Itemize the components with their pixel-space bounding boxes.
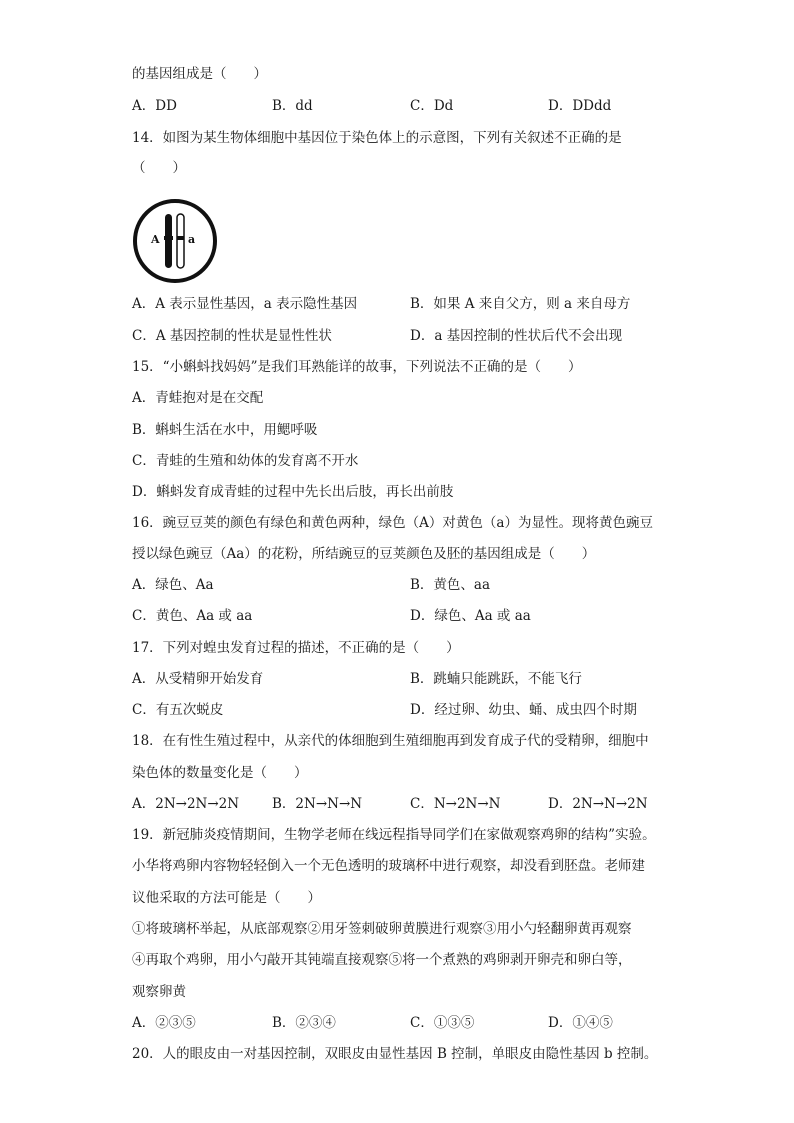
q19-choices-line3: 观察卵黄	[132, 984, 186, 1000]
q18-option-d[interactable]: D．2N→N→2N	[548, 796, 648, 812]
q15-option-a[interactable]: A．青蛙抱对是在交配	[132, 390, 264, 406]
q18-stem-line2: 染色体的数量变化是（ ）	[132, 765, 308, 781]
q19-option-b[interactable]: B．②③④	[272, 1015, 336, 1031]
q15-option-c[interactable]: C．青蛙的生殖和幼体的发育离不开水	[132, 453, 359, 469]
q18-option-a[interactable]: A．2N→2N→2N	[132, 796, 240, 812]
cell-diagram	[132, 198, 218, 284]
q19-option-a[interactable]: A．②③⑤	[132, 1015, 196, 1031]
q15-stem: 15．“小蝌蚪找妈妈”是我们耳熟能详的故事，下列说法不正确的是（ ）	[132, 359, 582, 375]
q19-option-c[interactable]: C．①③⑤	[410, 1015, 475, 1031]
left-gene-locus	[164, 236, 173, 240]
q19-choices-line2: ④再取个鸡卵，用小勺敲开其钝端直接观察⑤将一个煮熟的鸡卵剥开卵壳和卵白等，	[132, 952, 632, 968]
q13-option-c[interactable]: C．Dd	[410, 98, 454, 114]
chromosome-figure	[132, 198, 218, 284]
q17-stem: 17．下列对蝗虫发育过程的描述，不正确的是（ ）	[132, 640, 460, 656]
q17-option-d[interactable]: D．经过卵、幼虫、蛹、成虫四个时期	[410, 702, 637, 718]
q19-option-d[interactable]: D．①④⑤	[548, 1015, 613, 1031]
cell-outline	[135, 201, 215, 281]
q19-choices-line1: ①将玻璃杯举起，从底部观察②用牙签刺破卵黄膜进行观察③用小勺轻翻卵黄再观察	[132, 921, 632, 937]
q16-option-a[interactable]: A．绿色、Aa	[132, 577, 214, 593]
q18-option-c[interactable]: C．N→2N→N	[410, 796, 501, 812]
q16-option-d[interactable]: D．绿色、Aa 或 aa	[410, 608, 531, 624]
q13-option-d[interactable]: D．DDdd	[548, 98, 612, 114]
q18-option-b[interactable]: B．2N→N→N	[272, 796, 363, 812]
q16-option-b[interactable]: B．黄色、aa	[410, 577, 491, 593]
q15-option-d[interactable]: D．蝌蚪发育成青蛙的过程中先长出后肢，再长出前肢	[132, 484, 454, 500]
q15-option-b[interactable]: B．蝌蚪生活在水中，用鳃呼吸	[132, 422, 318, 438]
q17-option-a[interactable]: A．从受精卵开始发育	[132, 671, 264, 687]
q19-stem-line3: 议他采取的方法可能是（ ）	[132, 890, 321, 906]
q20-stem-line1: 20．人的眼皮由一对基因控制，双眼皮由显性基因 B 控制，单眼皮由隐性基因 b 控制。	[132, 1046, 658, 1062]
q14-stem-line2: （ ）	[132, 160, 186, 176]
q16-option-c[interactable]: C．黄色、Aa 或 aa	[132, 608, 253, 624]
q14-option-b[interactable]: B．如果 A 来自父方，则 a 来自母方	[410, 296, 631, 312]
right-chromosome	[177, 214, 184, 268]
gene-label-a: a	[188, 233, 196, 246]
right-gene-locus	[177, 236, 185, 240]
q14-option-d[interactable]: D．a 基因控制的性状后代不会出现	[410, 328, 623, 344]
q14-option-a[interactable]: A．A 表示显性基因，a 表示隐性基因	[132, 296, 358, 312]
q14-option-c[interactable]: C．A 基因控制的性状是显性性状	[132, 328, 332, 344]
left-chromosome	[165, 214, 172, 268]
q16-stem-line1: 16．豌豆豆荚的颜色有绿色和黄色两种，绿色（A）对黄色（a）为显性。现将黄色豌豆	[132, 515, 653, 531]
q17-option-b[interactable]: B．跳蝻只能跳跃，不能飞行	[410, 671, 582, 687]
q19-stem-line1: 19．新冠肺炎疫情期间，生物学老师在线远程指导同学们在家做观察鸡卵的结构”实验。	[132, 827, 656, 843]
gene-label-A: A	[151, 233, 160, 246]
q18-stem-line1: 18．在有性生殖过程中，从亲代的体细胞到生殖细胞再到发育成子代的受精卵，细胞中	[132, 733, 649, 749]
q13-option-b[interactable]: B．dd	[272, 98, 313, 114]
q14-stem-line1: 14．如图为某生物体细胞中基因位于染色体上的示意图，下列有关叙述不正确的是	[132, 130, 622, 146]
q13-option-a[interactable]: A．DD	[132, 98, 177, 114]
q13-stem-tail: 的基因组成是（ ）	[132, 66, 267, 82]
q19-stem-line2: 小华将鸡卵内容物轻轻倒入一个无色透明的玻璃杯中进行观察，却没看到胚盘。老师建	[132, 858, 645, 874]
q16-stem-line2: 授以绿色豌豆（Aa）的花粉，所结豌豆的豆荚颜色及胚的基因组成是（ ）	[132, 546, 596, 562]
q17-option-c[interactable]: C．有五次蜕皮	[132, 702, 224, 718]
